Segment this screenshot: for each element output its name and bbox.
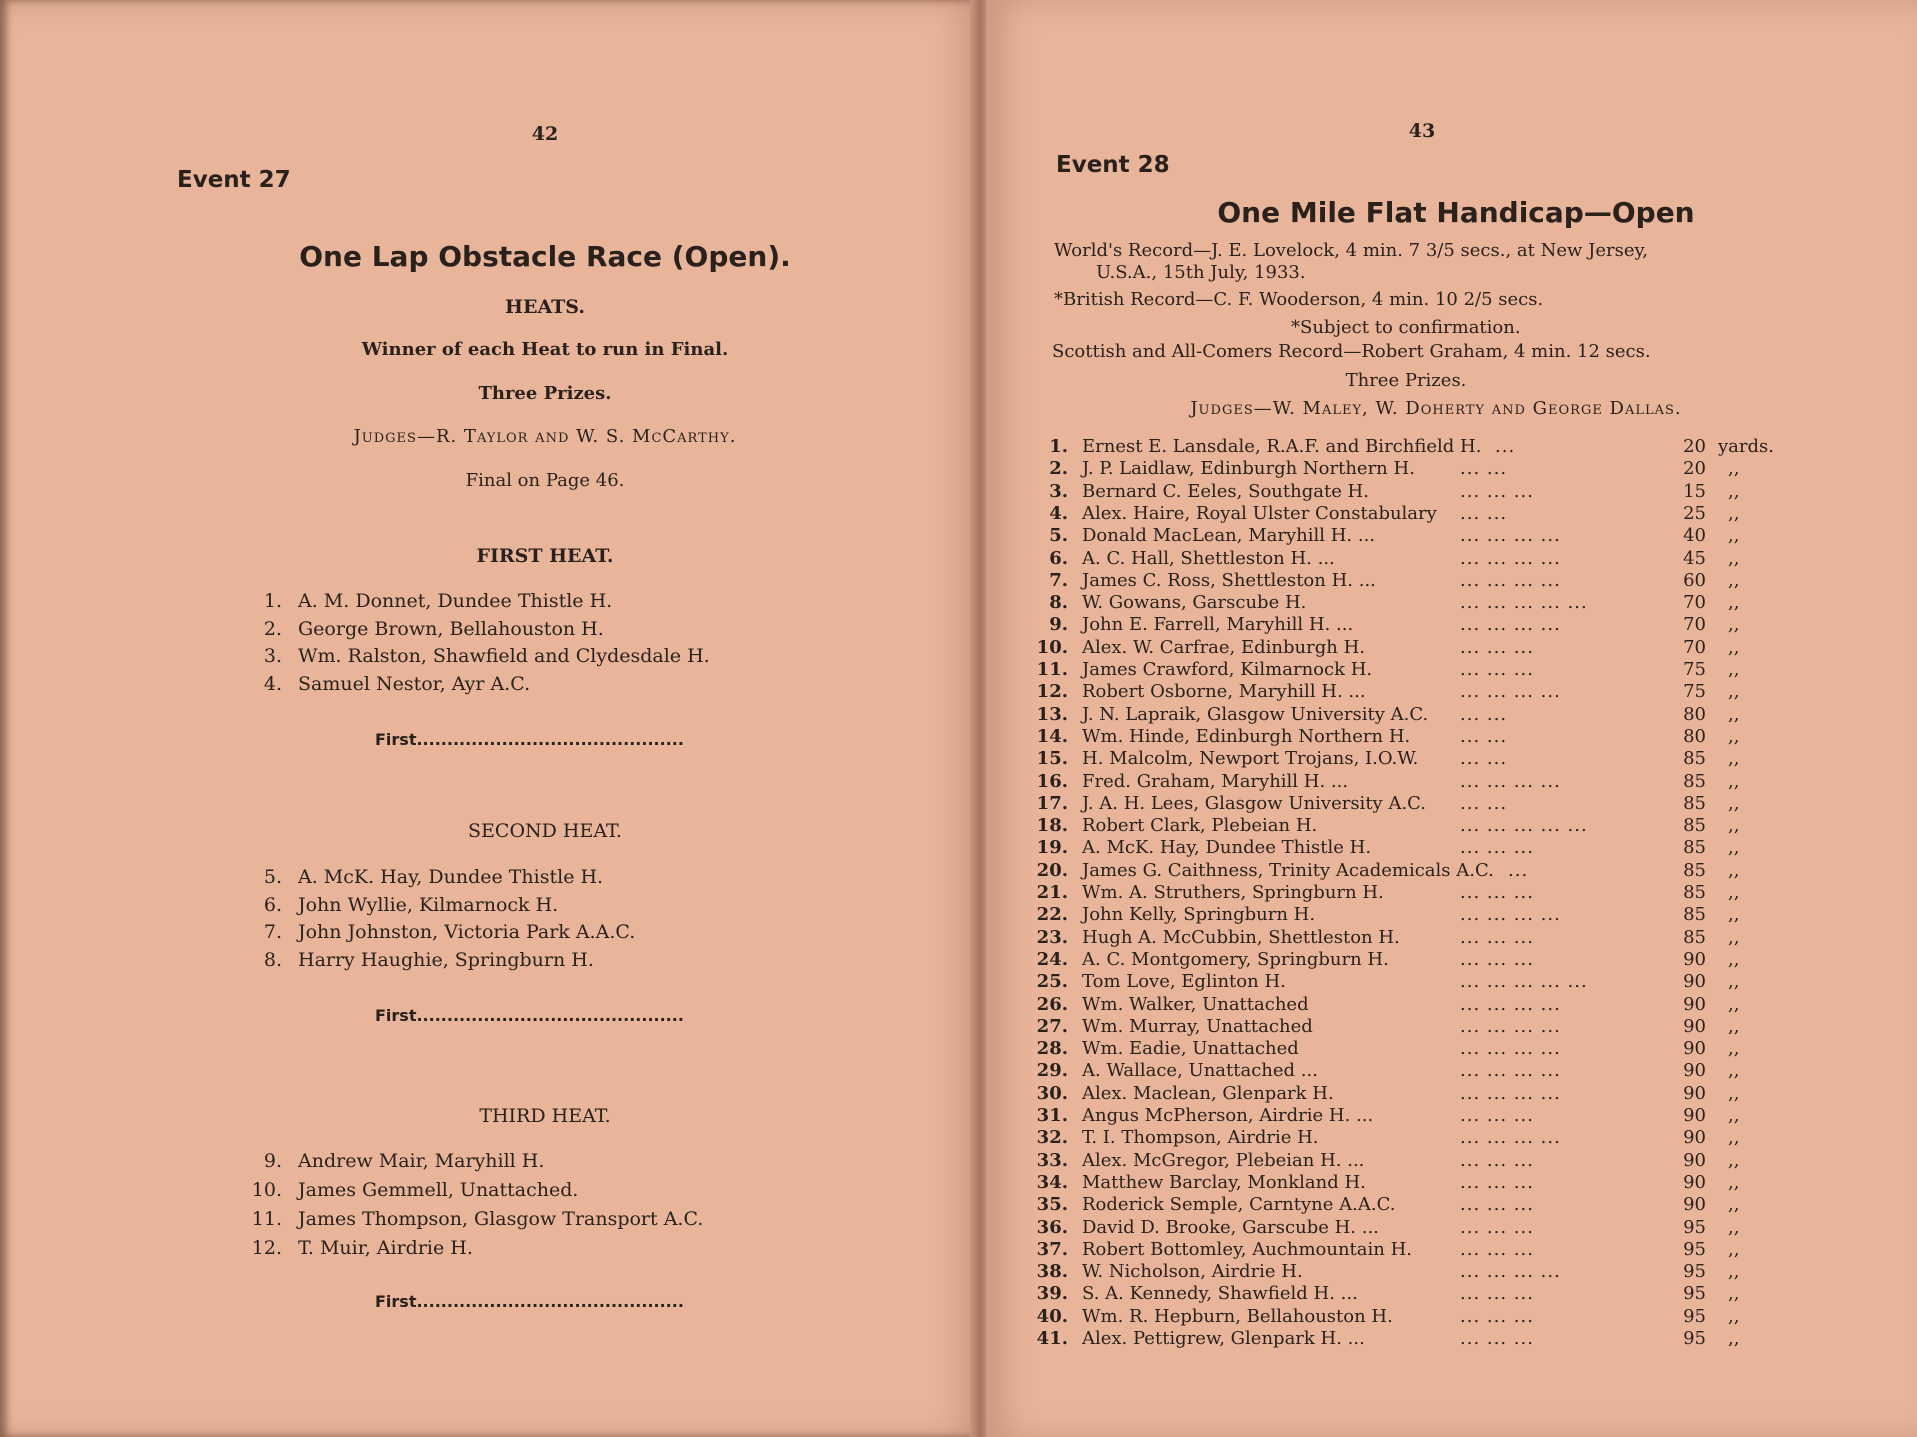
winner-note: Winner of each Heat to run in Final. (361, 339, 729, 360)
right-page (986, 0, 1917, 1437)
list-item: 10. James Gemmell, Unattached. (251, 1179, 579, 1201)
entry-number: 3. (1049, 480, 1068, 502)
leader-dots: ... ... (1460, 792, 1508, 814)
leader-dots: ... ... ... ... (1460, 525, 1561, 547)
ditto-mark: ,, (1728, 614, 1740, 636)
list-item (1030, 882, 1910, 904)
ditto-mark: ,, (1728, 636, 1740, 658)
leader-dots: ... ... ... ... (1460, 1060, 1561, 1082)
leader-dots: ... ... ... ... (1460, 1261, 1561, 1283)
list-item (1030, 436, 1910, 458)
entry-name: Bernard C. Eeles, Southgate H. (1082, 480, 1369, 502)
handicap-value: 90 (1683, 1060, 1706, 1082)
leader-dots: ... ... ... ... ... (1460, 815, 1588, 837)
leader-dots: ... ... ... (1460, 882, 1534, 903)
entry-name: Tom Love, Eglinton H. (1082, 971, 1286, 993)
list-item (1030, 793, 1910, 815)
leader-dots: ... ... (1460, 703, 1508, 725)
list-item: 5. A. McK. Hay, Dundee Thistle H. (263, 866, 604, 888)
leader-dots: ... ... ... ... (1460, 770, 1561, 792)
entry-name: A. McK. Hay, Dundee Thistle H. (1082, 837, 1372, 859)
list-item (1030, 1261, 1910, 1283)
entry-name: H. Malcolm, Newport Trojans, I.O.W. (1082, 748, 1419, 770)
ditto-mark: ,, (1728, 1194, 1740, 1216)
ditto-mark: ,, (1728, 1105, 1740, 1126)
ditto-mark: ,, (1728, 569, 1740, 591)
leader-dots: ... ... ... ... (1460, 681, 1561, 703)
british-record-line: *British Record—C. F. Wooderson, 4 min. 10 2/5 secs. (1054, 289, 1544, 310)
heats-label: HEATS. (505, 296, 585, 318)
list-item (1030, 1083, 1910, 1105)
entry-name: W. Nicholson, Airdrie H. (1082, 1261, 1303, 1283)
handicap-value: 85 (1683, 926, 1706, 948)
entry-number: 4. (1049, 502, 1068, 524)
second-heat-title: SECOND HEAT. (468, 820, 622, 842)
entry-number: 40. (1036, 1305, 1068, 1327)
entry-number: 11. (1036, 659, 1068, 680)
entry-number: 10. (1036, 636, 1068, 658)
list-item (1030, 458, 1910, 480)
ditto-mark: ,, (1728, 1216, 1740, 1238)
handicap-value: 95 (1683, 1238, 1706, 1260)
handicap-value: 95 (1683, 1305, 1706, 1327)
list-item (1030, 1038, 1910, 1060)
list-item (1030, 927, 1910, 949)
scottish-record-line: Scottish and All-Comers Record—Robert Graham, 4 min. 12 secs. (1052, 341, 1651, 362)
entry-name: Wm. R. Hepburn, Bellahouston H. (1082, 1305, 1393, 1327)
handicap-value: 85 (1683, 770, 1706, 792)
list-item (1030, 904, 1910, 926)
entry-name: J. A. H. Lees, Glasgow University A.C. (1082, 792, 1427, 814)
handicap-value: 90 (1683, 1038, 1706, 1060)
entry-name: Roderick Semple, Carntyne A.A.C. (1082, 1194, 1396, 1216)
list-item (1030, 503, 1910, 525)
entry-number: 18. (1036, 815, 1068, 837)
ditto-mark: ,, (1728, 525, 1740, 547)
leader-dots: ... ... ... ... (1460, 993, 1561, 1015)
leader-dots: ... ... ... (1460, 480, 1534, 502)
list-item (1030, 1306, 1910, 1328)
handicap-value: 80 (1683, 703, 1706, 725)
event-title: One Mile Flat Handicap—Open (1217, 196, 1695, 229)
entry-name: John Kelly, Springburn H. (1082, 904, 1316, 926)
handicap-value: 95 (1683, 1216, 1706, 1238)
ditto-mark: ,, (1728, 926, 1740, 948)
entry-number: 41. (1036, 1328, 1068, 1349)
yards-label: yards. (1718, 436, 1774, 457)
handicap-value: 90 (1683, 1127, 1706, 1149)
entry-name: Alex. W. Carfrae, Edinburgh H. (1082, 636, 1365, 658)
entry-number: 25. (1036, 971, 1068, 993)
list-item (1030, 1194, 1910, 1216)
list-item (1030, 1328, 1910, 1350)
prizes-note: Three Prizes. (1345, 370, 1467, 391)
leader-dots: ... ... (1460, 725, 1508, 747)
judges-line: Judges—W. Maley, W. Doherty and George Dallas. (1190, 398, 1682, 419)
entry-name: Robert Bottomley, Auchmountain H. (1082, 1238, 1413, 1260)
handicap-value: 95 (1683, 1283, 1706, 1305)
ditto-mark: ,, (1728, 837, 1740, 859)
leader-dots: ... (1495, 436, 1516, 457)
list-item: 9. Andrew Mair, Maryhill H. (263, 1150, 545, 1172)
ditto-mark: ,, (1728, 659, 1740, 680)
entry-number: 15. (1036, 748, 1068, 770)
ditto-mark: ,, (1728, 904, 1740, 926)
list-item (1030, 771, 1910, 793)
entry-number: 14. (1036, 725, 1068, 747)
ditto-mark: ,, (1728, 1238, 1740, 1260)
list-item: 6. John Wyllie, Kilmarnock H. (263, 893, 559, 916)
leader-dots: ... ... ... (1460, 1238, 1534, 1260)
entry-name: Wm. Eadie, Unattached (1082, 1038, 1299, 1060)
list-item (1030, 592, 1910, 614)
list-item (1030, 570, 1910, 592)
list-item (1030, 637, 1910, 659)
second-heat-list (242, 866, 635, 976)
list-item (1030, 614, 1910, 636)
handicap-value: 75 (1683, 681, 1706, 703)
leader-dots: ... ... ... ... ... (1460, 971, 1588, 993)
list-item (1030, 1239, 1910, 1261)
list-item: 11. James Thompson, Glasgow Transport A.C. (251, 1208, 704, 1230)
entry-number: 6. (1049, 547, 1068, 569)
leader-dots: ... ... ... ... (1460, 1015, 1561, 1037)
ditto-mark: ,, (1728, 725, 1740, 747)
list-item (1030, 1060, 1910, 1082)
first-place-line: First............................................ (375, 1292, 684, 1311)
entry-number: 24. (1036, 948, 1068, 970)
ditto-mark: ,, (1728, 1149, 1740, 1171)
ditto-mark: ,, (1728, 948, 1740, 970)
prizes-note: Three Prizes. (478, 383, 612, 404)
entry-number: 38. (1036, 1261, 1068, 1283)
entry-number: 31. (1036, 1105, 1068, 1126)
entry-name: Robert Clark, Plebeian H. (1082, 815, 1318, 837)
ditto-mark: ,, (1728, 1060, 1740, 1082)
entry-number: 26. (1036, 993, 1068, 1015)
ditto-mark: ,, (1728, 1328, 1740, 1349)
leader-dots: ... ... ... ... (1460, 904, 1561, 926)
handicap-value: 85 (1683, 882, 1706, 903)
entry-number: 34. (1036, 1171, 1068, 1193)
event-label: Event 27 (177, 167, 291, 193)
handicap-value: 90 (1683, 1149, 1706, 1171)
entry-name: Hugh A. McCubbin, Shettleston H. (1082, 926, 1400, 948)
entry-name: A. Wallace, Unattached ... (1082, 1060, 1318, 1082)
list-item (1030, 748, 1910, 770)
entry-number: 12. (1036, 681, 1068, 703)
page-number: 42 (531, 123, 559, 145)
third-heat-title: THIRD HEAT. (479, 1105, 611, 1127)
leader-dots: ... ... ... (1460, 1149, 1534, 1171)
final-note: Final on Page 46. (465, 470, 625, 491)
entry-number: 36. (1036, 1216, 1068, 1238)
entry-name: Ernest E. Lansdale, R.A.F. and Birchfield H. (1082, 436, 1482, 457)
handicap-value: 85 (1683, 904, 1706, 926)
leader-dots: ... ... ... ... (1460, 1127, 1561, 1149)
entry-name: Angus McPherson, Airdrie H. ... (1082, 1105, 1374, 1126)
ditto-mark: ,, (1728, 748, 1740, 770)
entry-name: J. P. Laidlaw, Edinburgh Northern H. (1082, 458, 1415, 480)
entry-name: Alex. Pettigrew, Glenpark H. ... (1082, 1328, 1365, 1349)
handicap-value: 70 (1683, 592, 1706, 614)
list-item (1030, 860, 1910, 882)
handicap-value: 15 (1683, 480, 1706, 502)
handicap-value: 90 (1683, 948, 1706, 970)
entry-number: 23. (1036, 926, 1068, 948)
list-item (1030, 949, 1910, 971)
leader-dots: ... ... ... (1460, 1283, 1534, 1305)
entry-name: Wm. A. Struthers, Springburn H. (1082, 882, 1384, 903)
entry-number: 27. (1036, 1015, 1068, 1037)
page-number: 43 (1408, 120, 1436, 142)
handicap-value: 85 (1683, 859, 1706, 881)
leader-dots: ... ... ... ... (1460, 547, 1561, 569)
event-title: One Lap Obstacle Race (Open). (299, 240, 791, 273)
ditto-mark: ,, (1728, 502, 1740, 524)
first-heat-list (242, 590, 710, 700)
entry-name: Alex. Maclean, Glenpark H. (1082, 1082, 1334, 1104)
ditto-mark: ,, (1728, 1283, 1740, 1305)
judges-line: Judges—R. Taylor and W. S. McCarthy. (353, 426, 737, 447)
entry-number: 1. (1049, 436, 1068, 457)
entry-number: 13. (1036, 703, 1068, 725)
leader-dots: ... ... ... (1460, 837, 1534, 859)
ditto-mark: ,, (1728, 1261, 1740, 1283)
handicap-value: 75 (1683, 659, 1706, 680)
leader-dots: ... ... ... ... (1460, 1082, 1561, 1104)
list-item (1030, 1016, 1910, 1038)
handicap-value: 85 (1683, 815, 1706, 837)
handicap-value: 80 (1683, 725, 1706, 747)
leader-dots: ... ... ... (1460, 1105, 1534, 1126)
handicap-value: 60 (1683, 569, 1706, 591)
ditto-mark: ,, (1728, 458, 1740, 480)
handicap-value: 90 (1683, 993, 1706, 1015)
list-item (1030, 1150, 1910, 1172)
leader-dots: ... ... ... (1460, 1305, 1534, 1327)
list-item: 3. Wm. Ralston, Shawfield and Clydesdale H. (263, 645, 710, 667)
entry-number: 35. (1036, 1194, 1068, 1216)
list-item (1030, 704, 1910, 726)
handicap-value: 45 (1683, 547, 1706, 569)
entry-number: 2. (1049, 458, 1068, 480)
first-place-line: First............................................ (375, 730, 684, 749)
handicap-value: 20 (1683, 458, 1706, 480)
entry-name: S. A. Kennedy, Shawfield H. ... (1082, 1283, 1358, 1305)
entry-name: A. C. Hall, Shettleston H. ... (1082, 547, 1335, 569)
list-item (1030, 1105, 1910, 1127)
entry-number: 22. (1036, 904, 1068, 926)
entry-number: 8. (1049, 592, 1068, 614)
handicap-value: 90 (1683, 1082, 1706, 1104)
leader-dots: ... ... ... (1460, 1171, 1534, 1193)
first-place-line: First............................................ (375, 1006, 684, 1025)
handicap-value: 85 (1683, 837, 1706, 859)
entry-number: 29. (1036, 1060, 1068, 1082)
handicap-value: 90 (1683, 1015, 1706, 1037)
world-record-line: World's Record—J. E. Lovelock, 4 min. 7 3/5 secs., at New Jersey, (1054, 240, 1648, 261)
ditto-mark: ,, (1728, 859, 1740, 881)
leader-dots: ... ... ... ... (1460, 569, 1561, 591)
list-item: 2. George Brown, Bellahouston H. (263, 617, 604, 640)
entry-name: David D. Brooke, Garscube H. ... (1082, 1216, 1379, 1238)
leader-dots: ... ... ... (1460, 1328, 1534, 1349)
leader-dots: ... ... ... ... ... (1460, 592, 1588, 614)
list-item: 7. John Johnston, Victoria Park A.A.C. (263, 921, 636, 943)
entry-name: T. I. Thompson, Airdrie H. (1082, 1127, 1319, 1149)
handicap-value: 85 (1683, 792, 1706, 814)
list-item: 1. A. M. Donnet, Dundee Thistle H. (263, 590, 613, 612)
ditto-mark: ,, (1728, 971, 1740, 993)
entry-name: Alex. Haire, Royal Ulster Constabulary (1082, 502, 1437, 524)
handicap-value: 70 (1683, 636, 1706, 658)
handicap-value: 20 (1683, 436, 1706, 457)
list-item: 8. Harry Haughie, Springburn H. (263, 948, 594, 971)
entry-name: Fred. Graham, Maryhill H. ... (1082, 770, 1349, 792)
ditto-mark: ,, (1728, 1127, 1740, 1149)
entry-number: 28. (1036, 1038, 1068, 1060)
entry-name: Wm. Hinde, Edinburgh Northern H. (1082, 725, 1411, 747)
ditto-mark: ,, (1728, 592, 1740, 614)
entry-name: Wm. Walker, Unattached (1082, 993, 1309, 1015)
entry-name: Robert Osborne, Maryhill H. ... (1082, 681, 1366, 703)
ditto-mark: ,, (1728, 1082, 1740, 1104)
leader-dots: ... ... ... (1460, 1216, 1534, 1238)
ditto-mark: ,, (1728, 770, 1740, 792)
ditto-mark: ,, (1728, 1171, 1740, 1193)
ditto-mark: ,, (1728, 703, 1740, 725)
leader-dots: ... ... (1460, 458, 1508, 480)
entry-number: 7. (1049, 569, 1068, 591)
handicap-value: 25 (1683, 502, 1706, 524)
ditto-mark: ,, (1728, 792, 1740, 814)
entry-name: J. N. Lapraik, Glasgow University A.C. (1082, 703, 1429, 725)
leader-dots: ... ... ... ... (1460, 614, 1561, 636)
entry-name: Wm. Murray, Unattached (1082, 1015, 1313, 1037)
handicap-value: 40 (1683, 525, 1706, 547)
list-item (1030, 837, 1910, 859)
leader-dots: ... (1508, 859, 1529, 881)
leader-dots: ... ... ... ... (1460, 1038, 1561, 1060)
handicap-value: 95 (1683, 1261, 1706, 1283)
ditto-mark: ,, (1728, 547, 1740, 569)
list-item (1030, 1172, 1910, 1194)
ditto-mark: ,, (1728, 882, 1740, 903)
handicap-value: 90 (1683, 1171, 1706, 1193)
ditto-mark: ,, (1728, 1015, 1740, 1037)
handicap-value: 90 (1683, 971, 1706, 993)
entry-name: Matthew Barclay, Monkland H. (1082, 1171, 1366, 1193)
list-item (1030, 659, 1910, 681)
entry-number: 37. (1036, 1238, 1068, 1260)
entry-name: W. Gowans, Garscube H. (1082, 592, 1307, 614)
leader-dots: ... ... ... (1460, 948, 1534, 970)
entry-name: Donald MacLean, Maryhill H. ... (1082, 525, 1376, 547)
ditto-mark: ,, (1728, 815, 1740, 837)
handicap-value: 95 (1683, 1328, 1706, 1349)
list-item: 12. T. Muir, Airdrie H. (251, 1237, 473, 1259)
entry-name: James Crawford, Kilmarnock H. (1082, 659, 1373, 680)
ditto-mark: ,, (1728, 1305, 1740, 1327)
entry-number: 30. (1036, 1082, 1068, 1104)
list-item (1030, 525, 1910, 547)
third-heat-list (242, 1150, 703, 1266)
entry-number: 19. (1036, 837, 1068, 859)
entry-number: 20. (1036, 859, 1068, 881)
list-item (1030, 971, 1910, 993)
leader-dots: ... ... ... (1460, 926, 1534, 948)
leader-dots: ... ... (1460, 748, 1508, 770)
entry-name: Alex. McGregor, Plebeian H. ... (1082, 1149, 1365, 1171)
entry-name: James G. Caithness, Trinity Academicals A.C. (1082, 859, 1494, 881)
list-item (1030, 726, 1910, 748)
entry-number: 9. (1049, 614, 1068, 636)
entry-name: A. C. Montgomery, Springburn H. (1082, 948, 1389, 970)
ditto-mark: ,, (1728, 1038, 1740, 1060)
event-label: Event 28 (1056, 152, 1170, 178)
leader-dots: ... ... (1460, 502, 1508, 524)
list-item (1030, 1283, 1910, 1305)
entry-number: 17. (1036, 792, 1068, 814)
handicap-value: 85 (1683, 748, 1706, 770)
entry-number: 5. (1049, 525, 1068, 547)
confirmation-note: *Subject to confirmation. (1291, 317, 1521, 338)
list-item (1030, 481, 1910, 503)
list-item (1030, 681, 1910, 703)
list-item: 4. Samuel Nestor, Ayr A.C. (263, 672, 531, 695)
ditto-mark: ,, (1728, 681, 1740, 703)
leader-dots: ... ... ... (1460, 659, 1534, 680)
entry-number: 16. (1036, 770, 1068, 792)
world-record-line: U.S.A., 15th July, 1933. (1096, 262, 1306, 283)
entry-number: 21. (1036, 882, 1068, 903)
entry-number: 33. (1036, 1149, 1068, 1171)
entry-name: James C. Ross, Shettleston H. ... (1082, 569, 1376, 591)
list-item (1030, 1127, 1910, 1149)
handicap-value: 90 (1683, 1105, 1706, 1126)
entry-name: John E. Farrell, Maryhill H. ... (1082, 614, 1354, 636)
ditto-mark: ,, (1728, 480, 1740, 502)
list-item (1030, 1217, 1910, 1239)
leader-dots: ... ... ... (1460, 636, 1534, 658)
leader-dots: ... ... ... (1460, 1194, 1534, 1216)
list-item (1030, 815, 1910, 837)
ditto-mark: ,, (1728, 993, 1740, 1015)
first-heat-title: FIRST HEAT. (476, 545, 614, 567)
entry-number: 32. (1036, 1127, 1068, 1149)
handicap-value: 90 (1683, 1194, 1706, 1216)
handicap-value: 70 (1683, 614, 1706, 636)
list-item (1030, 994, 1910, 1016)
list-item (1030, 548, 1910, 570)
entry-number: 39. (1036, 1283, 1068, 1305)
